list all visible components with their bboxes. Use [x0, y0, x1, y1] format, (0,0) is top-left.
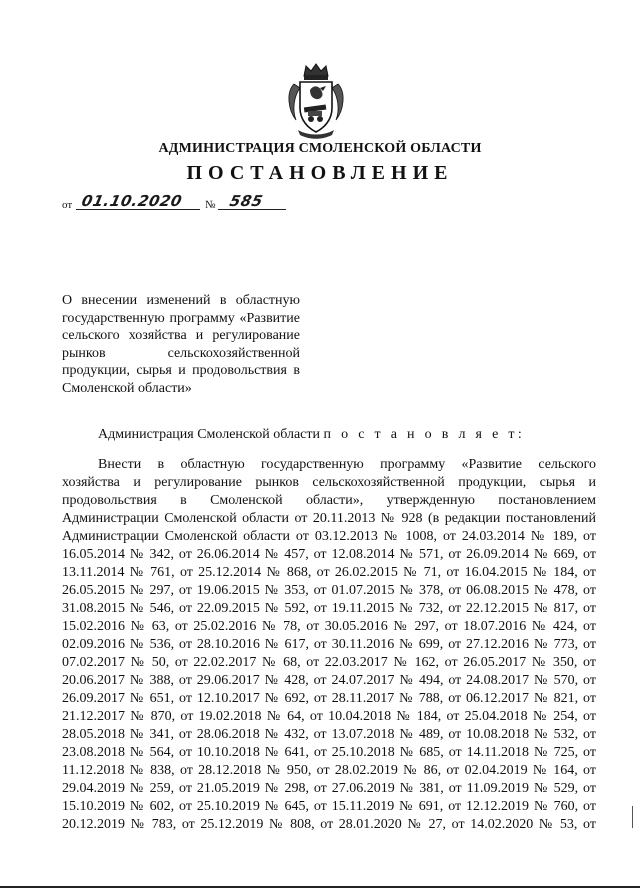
handwritten-date: 01.10.2020: [80, 192, 184, 210]
scan-edge-line: [0, 886, 640, 888]
body-line: 20.12.2019 № 783, от 25.12.2019 № 808, от 28.01.2020 № 27, от 14.02.2020 № 53, от: [62, 817, 596, 832]
body-line: 15.02.2016 № 63, от 25.02.2016 № 78, от 30.05.2016 № 297, от 18.07.2016 № 424, от: [62, 619, 596, 634]
preamble: [98, 426, 525, 444]
body-line: Администрации Смоленской области от 03.12.2013 № 1008, от 24.03.2014 № 189, от: [62, 529, 596, 544]
body-line: 15.10.2019 № 602, от 25.10.2019 № 645, от 15.11.2019 № 691, от 12.12.2019 № 760, от: [62, 799, 596, 814]
scan-margin-mark: [632, 806, 633, 828]
registration-line: [62, 193, 302, 215]
body-line: 11.12.2018 № 838, от 28.12.2018 № 950, от 28.02.2019 № 86, от 02.04.2019 № 164, от: [62, 763, 596, 778]
body-line: продовольствия в Смоленской области», утвержденную постановлением: [62, 493, 596, 508]
date-prefix: от: [62, 199, 73, 211]
body-line: Внести в областную государственную программу «Развитие сельского: [98, 457, 596, 472]
smolensk-coat-of-arms-icon: [284, 62, 348, 140]
preamble-verb: п о с т а н о в л я е т:: [323, 427, 526, 442]
handwritten-number: 585: [228, 192, 265, 210]
body-line: 23.08.2018 № 564, от 10.10.2018 № 641, от 25.10.2018 № 685, от 14.11.2018 № 725, от: [62, 745, 596, 760]
document-subject: О внесении изменений в областную государственную программу «Развитие сельского хозяйства и регулирование рынков сельскохозяйственной продукции, сырья и продовольствия в Смоленской области»: [62, 293, 300, 396]
body-line: 02.09.2016 № 536, от 28.10.2016 № 617, от 30.11.2016 № 699, от 27.12.2016 № 773, от: [62, 637, 596, 652]
document-body: [62, 456, 596, 834]
body-line: Администрации Смоленской области от 20.11.2013 № 928 (в редакции постановлений: [62, 511, 596, 526]
body-line: 20.06.2017 № 388, от 29.06.2017 № 428, от 24.07.2017 № 494, от 24.08.2017 № 570, от: [62, 673, 596, 688]
body-line: 29.04.2019 № 259, от 21.05.2019 № 298, от 27.06.2019 № 381, от 11.09.2019 № 529, от: [62, 781, 596, 796]
preamble-text: Администрация Смоленской области: [98, 427, 321, 442]
body-line: 07.02.2017 № 50, от 22.02.2017 № 68, от 22.03.2017 № 162, от 26.05.2017 № 350, от: [62, 655, 596, 670]
number-prefix: №: [205, 199, 216, 211]
body-line: 26.09.2017 № 651, от 12.10.2017 № 692, от 28.11.2017 № 788, от 06.12.2017 № 821, от: [62, 691, 596, 706]
body-line: 28.05.2018 № 341, от 28.06.2018 № 432, от 13.07.2018 № 489, от 10.08.2018 № 532, от: [62, 727, 596, 742]
body-line: хозяйства и регулирование рынков сельскохозяйственной продукции, сырья и: [62, 475, 596, 490]
body-line: 13.11.2014 № 761, от 25.12.2014 № 868, от 26.02.2015 № 71, от 16.04.2015 № 184, от: [62, 565, 596, 580]
body-line: 21.12.2017 № 870, от 19.02.2018 № 64, от 10.04.2018 № 184, от 25.04.2018 № 254, от: [62, 709, 596, 724]
body-line: 26.05.2015 № 297, от 19.06.2015 № 353, от 01.07.2015 № 378, от 06.08.2015 № 478, от: [62, 583, 596, 598]
document-type-title: ПОСТАНОВЛЕНИЕ: [186, 162, 454, 184]
body-line: 31.08.2015 № 546, от 22.09.2015 № 592, от 19.11.2015 № 732, от 22.12.2015 № 817, от: [62, 601, 596, 616]
body-line: 16.05.2014 № 342, от 26.06.2014 № 457, от 12.08.2014 № 571, от 26.09.2014 № 669, от: [62, 547, 596, 562]
issuing-authority: АДМИНИСТРАЦИЯ СМОЛЕНСКОЙ ОБЛАСТИ: [158, 141, 482, 156]
